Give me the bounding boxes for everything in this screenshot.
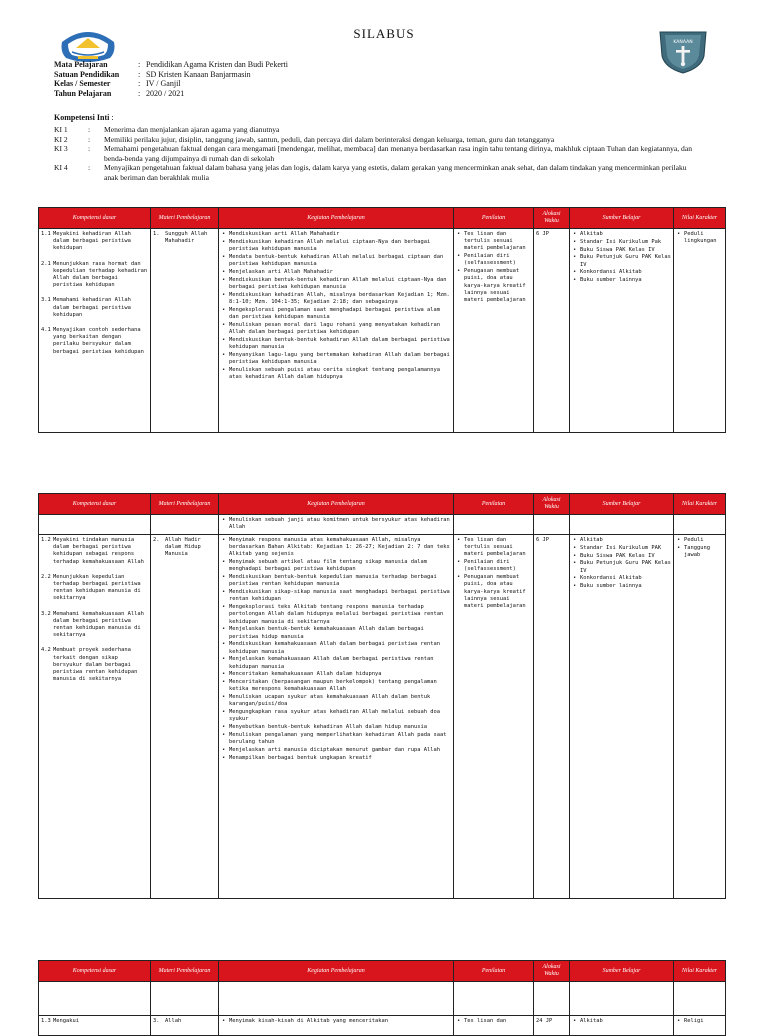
list-item: • Tes lisan dan tertulis sesuai materi pembelajaran	[464, 231, 531, 253]
ki-row: KI 2 : Memiliki perilaku jujur, disiplin, tanggung jawab, santun, peduli, dan percaya diri dalam berinteraksi dengan keluarga, teman, guru dan tetangganya	[54, 134, 555, 144]
list-item: • Penilaian diri (selfassessment)	[464, 559, 531, 573]
kd-cell: 1.1 Meyakini kehadiran Allah dalam berbagai peristiwa kehidupan 2.1 Menunjukkan rasa hormat dan kepedulian terhadap kehadiran Allah dalam berbagai peristiwa kehidupan 3.1 Memahami kehadiran Allah dalam berbagai peristiwa kehidupan 4.1 Menyajikan contoh sederhana yang berkaitan dengan perilaku bersyukur dalam berbagai peristiwa kehidupan	[39, 229, 151, 433]
ki-row: KI 4 : Menyajikan pengetahuan faktual dalam bahasa yang jelas dan logis, dalam karya yang estetis, dalam gerakan yang mencerminkan anak sehat, dan dalam tindakan yang mencerminkan perilaku anak beriman dan berakhlak mulia	[54, 163, 687, 182]
header-penilaian: Penilaian	[454, 494, 534, 515]
kd-cell: 1.2 Meyakini tindakan manusia dalam berbagai peristiwa kehidupan sebagai respons terhadap kemahakuasaan Allah 2.2 Menunjukkan kepedulian terhadap berbagai peristiwa rentan kehidupan manusia di sekitarnya 3.2 Memahami kemahakuasaan Allah dalam berbagai peristiwa rentan kehidupan manusia di sekitarnya 4.2 Membuat proyek sederhana terkait dengan sikap bersyukur dalam berbagai peristiwa rentan kehidupan manusia di sekitarnya	[39, 535, 151, 899]
sumber-cell	[570, 535, 674, 899]
header-kegiatan: Kegiatan Pembelajaran	[219, 961, 454, 982]
table-row	[39, 515, 726, 535]
list-item: • Mendiskusikan kehadiran Allah melalui ciptaan-Nya dan berbagai peristiwa kehidupan manusia	[229, 239, 451, 253]
list-item: • Menyanyikan lagu-lagu yang bertemakan kehadiran Allah dalam berbagai peristiwa kehidupan manusia	[229, 352, 451, 366]
ki-heading: Kompetensi Inti :	[54, 113, 114, 122]
list-item: • Peduli lingkungan	[684, 231, 723, 245]
list-item: • Mendata bentuk-bentuk kehadiran Allah melalui berbagai ciptaan dan peristiwa kehidupan manusia	[229, 254, 451, 268]
meta-row: Tahun Pelajaran : 2020 / 2021	[54, 88, 185, 98]
list-item: • Buku Siswa PAK Kelas IV	[580, 247, 671, 254]
header-sumber: Sumber Belajar	[570, 208, 674, 229]
kegiatan-cell	[219, 1016, 454, 1036]
logo-text: KANAAN	[673, 40, 693, 45]
list-item: • Standar Isi Kurikulum Pak	[580, 239, 671, 246]
header-sumber: Sumber Belajar	[570, 961, 674, 982]
list-item: • Buku sumber lainnya	[580, 277, 671, 284]
ki-row: KI 1 : Menerima dan menjalankan ajaran agama yang dianutnya	[54, 125, 280, 134]
table-row	[39, 1016, 726, 1036]
identity-block	[54, 60, 288, 98]
syllabus-table-2	[38, 493, 726, 899]
meta-row: Mata Pelajaran : Pendidikan Agama Kristen dan Budi Pekerti	[54, 60, 288, 69]
table-header-row	[39, 961, 726, 982]
ki-row: KI 3 : Memahami pengetahuan faktual dengan cara mengamati [mendengar, melihat, membaca] dan menanya berdasarkan rasa ingin tahu tentang dirinya, makhluk ciptaan Tuhan dan kegiatannya, dan benda-benda yang dijumpainya di rumah dan di sekolah	[54, 144, 692, 163]
meta-value: Pendidikan Agama Kristen dan Budi Pekerti	[146, 60, 288, 69]
ki-list	[54, 125, 694, 183]
list-item: • Mendiskusikan arti Allah Mahahadir	[229, 231, 451, 238]
header-materi: Materi Pembelajaran	[151, 208, 219, 229]
list-item: • Alkitab	[580, 231, 671, 238]
header-materi: Materi Pembelajaran	[151, 961, 219, 982]
table-header-row	[39, 208, 726, 229]
list-item: • Menyebutkan bentuk-bentuk kehadiran Allah dalam hidup manusia	[229, 724, 451, 731]
header-kd: Kompetensi dasar	[39, 494, 151, 515]
table-row	[39, 229, 726, 433]
header-penilaian: Penilaian	[454, 208, 534, 229]
table-row	[39, 982, 726, 1016]
nilai-cell	[674, 535, 726, 899]
list-item: • Menyimak sebuah artikel atau film tentang sikap manusia dalam menghadapi berbagai peristiwa kehidupan	[229, 559, 451, 573]
kd-cell: 1.3 Mengakui	[39, 1016, 151, 1036]
alokasi-cell: 6 JP	[534, 535, 570, 899]
header-kegiatan: Kegiatan Pembelajaran	[219, 208, 454, 229]
syllabus-table-3	[38, 960, 726, 1036]
header-kd: Kompetensi dasar	[39, 961, 151, 982]
syllabus-table-1	[38, 207, 726, 433]
meta-value: 2020 / 2021	[146, 88, 185, 98]
list-item: • Mendiskusikan kemahakuasaan Allah dalam berbagai peristiwa rentan kehidupan manusia	[229, 641, 451, 655]
list-item: • Religi	[684, 1018, 723, 1025]
list-item: • Buku Petunjuk Guru PAK Kelas IV	[580, 254, 671, 268]
penilaian-cell	[454, 1016, 534, 1036]
header-penilaian: Penilaian	[454, 961, 534, 982]
penilaian-cell	[454, 535, 534, 899]
list-item: • Tes lisan dan	[464, 1018, 531, 1025]
tut-wuri-handayani-logo	[58, 28, 118, 62]
header-alokasi: Alokasi Waktu	[534, 208, 570, 229]
alokasi-cell: 6 JP	[534, 229, 570, 433]
list-item: • Tanggung jawab	[684, 545, 723, 559]
list-item: • Mendiskusikan bentuk-bentuk kehadiran Allah melalui ciptaan-Nya dan berbagai peristiwa kehidupan manusia	[229, 277, 451, 291]
school-shield-logo	[657, 28, 709, 74]
kegiatan-cell	[219, 229, 454, 433]
list-item: • Alkitab	[580, 537, 671, 544]
list-item: • Menceritakan kemahakuasaan Allah dalam hidupnya	[229, 671, 451, 678]
list-item: • Menuliskan sebuah puisi atau cerita singkat tentang pengalamannya atas kehadiran Allah dalam hidupnya	[229, 367, 451, 381]
list-item: • Mendiskusikan sikap-sikap manusia saat menghadapi berbagai peristiwa rentan kehidupan	[229, 589, 451, 603]
list-item: • Menyimak kisah-kisah di Alkitab yang menceritakan	[229, 1018, 451, 1025]
list-item: • Penugasan membuat puisi, doa atau karya-karya kreatif lainnya sesuai materi pembelajaran	[464, 268, 531, 304]
list-item: • Menuliskan ucapan syukur atas kemahakuasaan Allah dalam bentuk karangan/puisi/doa	[229, 694, 451, 708]
list-item: • Mendiskusikan bentuk-bentuk kehadiran Allah dalam berbagai peristiwa kehidupan manusia	[229, 337, 451, 351]
document-title: SILABUS	[353, 26, 415, 41]
list-item: • Menampilkan berbagai bentuk ungkapan kreatif	[229, 755, 451, 762]
header-nilai: Nilai Karakter	[674, 961, 726, 982]
kegiatan-cell	[219, 535, 454, 899]
list-item: • Buku Petunjuk Guru PAK Kelas IV	[580, 560, 671, 574]
list-item: • Menjelaskan kemahakuasaan Allah dalam berbagai peristiwa rentan kehidupan manusia	[229, 656, 451, 670]
list-item: • Konkordansi Alkitab	[580, 269, 671, 276]
list-item: • Mendiskusikan kehadiran Allah, misalnya berdasarkan Kejadian 1; Mzm. 8:1-10; Mzm. 104:1-35; Kejadian 2:18; dan sebagainya	[229, 292, 451, 306]
list-item: • Menceritakan (berpasangan maupun berkelompok) tentang pengalaman ketika merespons kemahakuasaan Allah	[229, 679, 451, 693]
list-item: • Peduli	[684, 537, 723, 544]
header-materi: Materi Pembelajaran	[151, 494, 219, 515]
list-item: • Standar Isi Kurikulum PAK	[580, 545, 671, 552]
meta-value: IV / Ganjil	[146, 79, 181, 89]
header-nilai: Nilai Karakter	[674, 208, 726, 229]
header-alokasi: Alokasi Waktu	[534, 494, 570, 515]
materi-cell: 2. Allah Hadir dalam Hidup Manusia	[151, 535, 219, 899]
sumber-cell	[570, 229, 674, 433]
nilai-cell	[674, 229, 726, 433]
materi-cell: 3. Allah	[151, 1016, 219, 1036]
header-nilai: Nilai Karakter	[674, 494, 726, 515]
list-item: • Mendiskusikan bentuk-bentuk kepedulian manusia terhadap berbagai peristiwa rentan kehidupan manusia	[229, 574, 451, 588]
list-item: • Buku sumber lainnya	[580, 583, 671, 590]
meta-row: Satuan Pendidikan : SD Kristen Kanaan Banjarmasin	[54, 69, 251, 79]
list-item: • Menyimak respons manusia atas kemahakuasaan Allah, misalnya berdasarkan Bahan Alkitab: Kejadian 1: 26-27; Kejadian 2: 7 dan teks Alkitab yang sejenis	[229, 537, 451, 559]
list-item: • Menjelaskan bentuk-bentuk kemahakuasaan Allah dalam berbagai peristiwa hidup manusia	[229, 626, 451, 640]
penilaian-cell	[454, 229, 534, 433]
list-item: • Penilaian diri (selfassessment)	[464, 253, 531, 267]
list-item: • Konkordansi Alkitab	[580, 575, 671, 582]
list-item: • Penugasan membuat puisi, doa atau karya-karya kreatif lainnya sesuai materi pembelajaran	[464, 574, 531, 610]
header-alokasi: Alokasi Waktu	[534, 961, 570, 982]
nilai-cell	[674, 1016, 726, 1036]
list-item: • Mengungkapkan rasa syukur atas kehadiran Allah melalui sebuah doa syukur	[229, 709, 451, 723]
list-item: • Menuliskan pesan moral dari lagu rohani yang menyatakan kehadiran Allah dalam berbagai peristiwa kehidupan	[229, 322, 451, 336]
list-item: • Tes lisan dan tertulis sesuai materi pembelajaran	[464, 537, 531, 559]
table-header-row	[39, 494, 726, 515]
list-item: • Menjelaskan arti Allah Mahahadir	[229, 269, 451, 276]
list-item: • Menuliskan pengalaman yang memperlihatkan kehadiran Allah pada saat berulang tahun	[229, 732, 451, 746]
list-item: • Mengeksplorasi teks Alkitab tentang respons manusia terhadap pertolongan Allah dalam hidupnya melalui berbagai peristiwa rentan kehidupan manusia di sekitarnya	[229, 604, 451, 626]
header-kd: Kompetensi dasar	[39, 208, 151, 229]
meta-row: Kelas / Semester : IV / Ganjil	[54, 79, 181, 89]
header-sumber: Sumber Belajar	[570, 494, 674, 515]
alokasi-cell: 24 JP	[534, 1016, 570, 1036]
list-item: • Mengeksplorasi pengalaman saat menghadapi berbagai peristiwa alam dan peristiwa kehidupan manusia	[229, 307, 451, 321]
table-row	[39, 535, 726, 899]
materi-cell: 1. Sungguh Allah Mahahadir	[151, 229, 219, 433]
meta-value: SD Kristen Kanaan Banjarmasin	[146, 69, 251, 79]
header-kegiatan: Kegiatan Pembelajaran	[219, 494, 454, 515]
list-item: • Buku Siswa PAK Kelas IV	[580, 553, 671, 560]
list-item: • Menuliskan sebuah janji atau komitmen untuk bersyukur atas kehadiran Allah	[229, 517, 451, 531]
list-item: • Alkitab	[580, 1018, 671, 1025]
list-item: • Menjelaskan arti manusia diciptakan menurut gambar dan rupa Allah	[229, 747, 451, 754]
sumber-cell	[570, 1016, 674, 1036]
